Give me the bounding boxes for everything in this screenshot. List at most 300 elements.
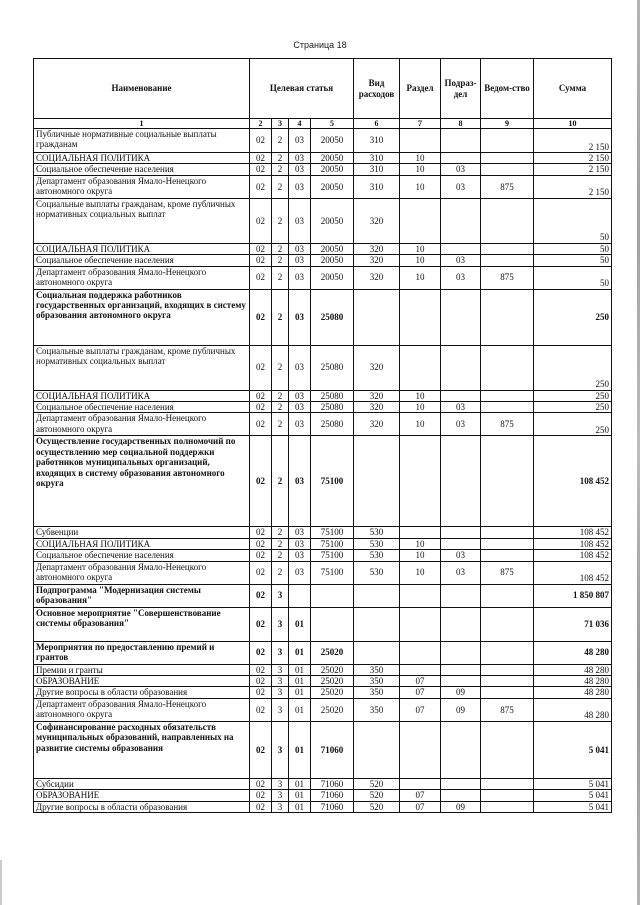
- row-code: 530: [354, 538, 400, 549]
- row-code: [441, 584, 481, 607]
- row-code: 71060: [311, 778, 354, 789]
- row-code: 07: [400, 676, 441, 687]
- row-code: 320: [354, 345, 400, 390]
- column-number: 6: [354, 119, 400, 129]
- row-amount: 250: [534, 390, 612, 401]
- row-code: [481, 538, 534, 549]
- row-code: 03: [289, 436, 311, 527]
- row-code: 03: [289, 527, 311, 538]
- row-name: Премии и гранты: [34, 664, 250, 675]
- row-code: 71060: [311, 790, 354, 801]
- row-code: [481, 778, 534, 789]
- row-code: 320: [354, 413, 400, 436]
- column-number: 8: [441, 119, 481, 129]
- row-name: Другие вопросы в области образования: [34, 801, 250, 812]
- row-code: 20050: [311, 243, 354, 254]
- row-code: 02: [250, 550, 272, 561]
- row-name: Департамент образования Ямало-Ненецкого автономного округа: [34, 698, 250, 721]
- row-code: 03: [289, 345, 311, 390]
- row-name: Социальное обеспечение населения: [34, 550, 250, 561]
- row-code: 02: [250, 778, 272, 789]
- row-code: [441, 153, 481, 164]
- row-amount: 250: [534, 402, 612, 413]
- row-code: 320: [354, 266, 400, 289]
- table-row: [34, 402, 612, 413]
- table-row: [34, 243, 612, 254]
- row-code: 2: [272, 402, 289, 413]
- row-code: 3: [272, 641, 289, 664]
- column-number: 1: [34, 119, 250, 129]
- row-code: 25080: [311, 402, 354, 413]
- row-amount: 2 150: [534, 153, 612, 164]
- row-code: 25020: [311, 664, 354, 675]
- header-amount: Сумма: [534, 59, 612, 119]
- row-name: Социальная поддержка работников государственных организаций, входящих в систему образования автономного округа: [34, 289, 250, 345]
- row-code: 02: [250, 345, 272, 390]
- row-code: 530: [354, 527, 400, 538]
- row-code: 02: [250, 413, 272, 436]
- table-row: [34, 266, 612, 289]
- row-code: 07: [400, 790, 441, 801]
- row-code: [441, 129, 481, 153]
- row-name: СОЦИАЛЬНАЯ ПОЛИТИКА: [34, 153, 250, 164]
- table-row: [34, 778, 612, 789]
- row-code: 75100: [311, 550, 354, 561]
- row-code: 350: [354, 687, 400, 698]
- row-code: [481, 390, 534, 401]
- row-amount: 50: [534, 266, 612, 289]
- row-amount: 2 150: [534, 175, 612, 198]
- row-name: Основное мероприятие "Совершенствование системы образования": [34, 607, 250, 641]
- row-code: 02: [250, 698, 272, 721]
- row-code: 09: [441, 801, 481, 812]
- row-code: [441, 676, 481, 687]
- scan-edge-mark: [0, 860, 2, 905]
- row-name: Осуществление государственных полномочий по осуществлению мер социальной поддержки работников муниципальных организаций, входящих в систему образования автономного округа: [34, 436, 250, 527]
- row-name: СОЦИАЛЬНАЯ ПОЛИТИКА: [34, 390, 250, 401]
- row-code: 350: [354, 676, 400, 687]
- row-code: [441, 345, 481, 390]
- row-amount: 108 452: [534, 550, 612, 561]
- row-amount: 250: [534, 413, 612, 436]
- column-number: 2: [250, 119, 272, 129]
- table-row: [34, 607, 612, 641]
- row-code: [354, 607, 400, 641]
- table-row: [34, 664, 612, 675]
- row-code: [481, 527, 534, 538]
- row-code: 01: [289, 607, 311, 641]
- row-code: 10: [400, 153, 441, 164]
- table-row: [34, 175, 612, 198]
- column-number: 9: [481, 119, 534, 129]
- row-code: [400, 641, 441, 664]
- table-row: [34, 561, 612, 584]
- row-code: [441, 243, 481, 254]
- row-code: [481, 402, 534, 413]
- row-code: 03: [289, 538, 311, 549]
- row-code: [441, 778, 481, 789]
- row-code: 02: [250, 641, 272, 664]
- row-code: 03: [289, 390, 311, 401]
- budget-table: [33, 58, 612, 813]
- row-code: 03: [441, 266, 481, 289]
- row-amount: 50: [534, 198, 612, 243]
- row-code: [400, 198, 441, 243]
- row-code: 10: [400, 413, 441, 436]
- row-code: 02: [250, 402, 272, 413]
- row-name: ОБРАЗОВАНИЕ: [34, 676, 250, 687]
- row-code: [354, 584, 400, 607]
- row-code: 75100: [311, 527, 354, 538]
- row-code: 350: [354, 664, 400, 675]
- row-code: [481, 641, 534, 664]
- row-code: [354, 436, 400, 527]
- row-code: 3: [272, 778, 289, 789]
- row-code: [311, 584, 354, 607]
- row-code: [400, 584, 441, 607]
- row-code: 10: [400, 255, 441, 266]
- row-code: 2: [272, 129, 289, 153]
- row-amount: 2 150: [534, 164, 612, 175]
- row-code: 03: [289, 289, 311, 345]
- row-code: [481, 687, 534, 698]
- row-code: 02: [250, 721, 272, 778]
- row-code: [400, 778, 441, 789]
- table-row: [34, 641, 612, 664]
- row-code: [354, 289, 400, 345]
- row-name: Социальные выплаты гражданам, кроме публичных нормативных социальных выплат: [34, 345, 250, 390]
- row-code: [481, 550, 534, 561]
- row-code: [441, 641, 481, 664]
- row-code: 2: [272, 561, 289, 584]
- row-code: 530: [354, 550, 400, 561]
- row-code: [481, 289, 534, 345]
- row-code: 03: [441, 561, 481, 584]
- row-code: 02: [250, 164, 272, 175]
- row-code: 10: [400, 402, 441, 413]
- row-code: 310: [354, 164, 400, 175]
- row-name: Социальное обеспечение населения: [34, 255, 250, 266]
- row-code: [481, 129, 534, 153]
- row-code: 2: [272, 527, 289, 538]
- column-number: 7: [400, 119, 441, 129]
- row-code: 03: [289, 402, 311, 413]
- row-amount: 2 150: [534, 129, 612, 153]
- row-name: ОБРАЗОВАНИЕ: [34, 790, 250, 801]
- row-code: 25020: [311, 676, 354, 687]
- row-name: Субвенции: [34, 527, 250, 538]
- row-code: 03: [441, 550, 481, 561]
- header-expense-type: Вид расходов: [354, 59, 400, 119]
- table-row: [34, 198, 612, 243]
- table-row: [34, 676, 612, 687]
- row-code: 10: [400, 538, 441, 549]
- row-code: 320: [354, 243, 400, 254]
- column-number-row: [34, 119, 612, 129]
- row-code: [481, 345, 534, 390]
- row-code: 520: [354, 790, 400, 801]
- row-code: 3: [272, 790, 289, 801]
- row-code: 02: [250, 436, 272, 527]
- row-code: 01: [289, 721, 311, 778]
- row-code: 71060: [311, 721, 354, 778]
- row-code: 3: [272, 607, 289, 641]
- row-code: 2: [272, 175, 289, 198]
- row-code: [441, 607, 481, 641]
- row-code: 20050: [311, 266, 354, 289]
- row-name: СОЦИАЛЬНАЯ ПОЛИТИКА: [34, 538, 250, 549]
- row-code: 2: [272, 390, 289, 401]
- row-code: 25020: [311, 687, 354, 698]
- row-name: Публичные нормативные социальные выплаты гражданам: [34, 129, 250, 153]
- row-code: 2: [272, 538, 289, 549]
- row-amount: 50: [534, 255, 612, 266]
- row-name: Софинансирование расходных обязательств муниципальных образований, направленных на развитие системы образования: [34, 721, 250, 778]
- row-code: 03: [289, 175, 311, 198]
- row-code: 03: [289, 243, 311, 254]
- row-code: [481, 436, 534, 527]
- row-name: Субсидии: [34, 778, 250, 789]
- header-department: Ведом-ство: [481, 59, 534, 119]
- row-code: 20050: [311, 198, 354, 243]
- table-row: [34, 390, 612, 401]
- row-code: [400, 721, 441, 778]
- row-code: 3: [272, 664, 289, 675]
- table-row: [34, 790, 612, 801]
- row-code: 20050: [311, 153, 354, 164]
- row-code: [441, 538, 481, 549]
- table-row: [34, 129, 612, 153]
- row-amount: 5 041: [534, 721, 612, 778]
- row-code: 02: [250, 129, 272, 153]
- row-code: 02: [250, 676, 272, 687]
- row-code: 10: [400, 175, 441, 198]
- row-code: [400, 345, 441, 390]
- table-row: [34, 164, 612, 175]
- row-code: 3: [272, 698, 289, 721]
- row-code: 03: [289, 413, 311, 436]
- row-code: 09: [441, 687, 481, 698]
- table-row: [34, 289, 612, 345]
- row-code: 03: [441, 255, 481, 266]
- row-code: 75100: [311, 538, 354, 549]
- row-code: 75100: [311, 561, 354, 584]
- row-code: 03: [289, 164, 311, 175]
- row-code: 02: [250, 266, 272, 289]
- row-name: Мероприятия по предоставлению премий и грантов: [34, 641, 250, 664]
- row-name: Другие вопросы в области образования: [34, 687, 250, 698]
- row-code: 320: [354, 255, 400, 266]
- table-row: [34, 345, 612, 390]
- row-amount: 250: [534, 289, 612, 345]
- row-code: 75100: [311, 436, 354, 527]
- row-code: 875: [481, 413, 534, 436]
- column-number: 4: [289, 119, 311, 129]
- table-row: [34, 413, 612, 436]
- header-subsection: Подраз-дел: [441, 59, 481, 119]
- row-code: 20050: [311, 164, 354, 175]
- row-amount: 108 452: [534, 561, 612, 584]
- row-code: 2: [272, 243, 289, 254]
- row-code: [441, 436, 481, 527]
- row-code: [441, 664, 481, 675]
- row-code: [400, 129, 441, 153]
- row-code: 3: [272, 584, 289, 607]
- row-code: 310: [354, 153, 400, 164]
- row-code: [441, 790, 481, 801]
- row-amount: 48 280: [534, 641, 612, 664]
- row-code: 03: [289, 255, 311, 266]
- row-amount: 48 280: [534, 698, 612, 721]
- row-code: 320: [354, 390, 400, 401]
- row-name: Социальное обеспечение населения: [34, 164, 250, 175]
- row-code: 09: [441, 698, 481, 721]
- table-row: [34, 698, 612, 721]
- row-code: [481, 790, 534, 801]
- header-section: Раздел: [400, 59, 441, 119]
- row-code: 10: [400, 164, 441, 175]
- row-code: [441, 289, 481, 345]
- header-target-article: Целевая статья: [250, 59, 354, 119]
- row-code: [441, 390, 481, 401]
- row-name: Департамент образования Ямало-Ненецкого автономного округа: [34, 266, 250, 289]
- row-name: Департамент образования Ямало-Ненецкого автономного округа: [34, 175, 250, 198]
- row-code: 02: [250, 527, 272, 538]
- row-code: 2: [272, 266, 289, 289]
- row-code: 02: [250, 584, 272, 607]
- row-code: [481, 664, 534, 675]
- row-amount: 48 280: [534, 687, 612, 698]
- row-code: 10: [400, 390, 441, 401]
- row-code: [441, 721, 481, 778]
- row-code: 02: [250, 390, 272, 401]
- row-code: 02: [250, 255, 272, 266]
- row-code: 10: [400, 266, 441, 289]
- row-code: 875: [481, 175, 534, 198]
- row-code: [400, 289, 441, 345]
- row-code: 875: [481, 698, 534, 721]
- row-code: 02: [250, 561, 272, 584]
- row-code: 02: [250, 801, 272, 812]
- row-code: 2: [272, 255, 289, 266]
- row-code: 520: [354, 801, 400, 812]
- row-code: 02: [250, 289, 272, 345]
- table-row: [34, 584, 612, 607]
- row-code: 02: [250, 243, 272, 254]
- row-code: 25020: [311, 698, 354, 721]
- row-amount: 5 041: [534, 778, 612, 789]
- table-row: [34, 721, 612, 778]
- row-code: 01: [289, 664, 311, 675]
- row-code: 25080: [311, 390, 354, 401]
- row-code: 03: [441, 402, 481, 413]
- row-code: 07: [400, 687, 441, 698]
- row-code: 2: [272, 164, 289, 175]
- row-code: 01: [289, 641, 311, 664]
- row-code: [481, 584, 534, 607]
- row-code: [400, 436, 441, 527]
- column-number: 5: [311, 119, 354, 129]
- row-name: Социальные выплаты гражданам, кроме публичных нормативных социальных выплат: [34, 198, 250, 243]
- row-amount: 71 036: [534, 607, 612, 641]
- row-code: [311, 607, 354, 641]
- column-number: 3: [272, 119, 289, 129]
- row-name: Департамент образования Ямало-Ненецкого автономного округа: [34, 561, 250, 584]
- row-code: 03: [441, 164, 481, 175]
- row-code: 10: [400, 561, 441, 584]
- row-code: [481, 721, 534, 778]
- row-code: 03: [441, 413, 481, 436]
- row-code: 02: [250, 664, 272, 675]
- row-code: 01: [289, 790, 311, 801]
- row-amount: 1 850 807: [534, 584, 612, 607]
- row-code: [289, 584, 311, 607]
- row-code: [400, 664, 441, 675]
- row-code: 20050: [311, 175, 354, 198]
- row-amount: 5 041: [534, 790, 612, 801]
- row-code: [481, 164, 534, 175]
- row-code: 520: [354, 778, 400, 789]
- row-amount: 108 452: [534, 436, 612, 527]
- row-code: [441, 527, 481, 538]
- row-code: 03: [289, 129, 311, 153]
- row-amount: 50: [534, 243, 612, 254]
- row-code: 01: [289, 801, 311, 812]
- row-code: 3: [272, 676, 289, 687]
- row-code: 2: [272, 198, 289, 243]
- row-code: 530: [354, 561, 400, 584]
- row-code: 03: [289, 550, 311, 561]
- row-code: [481, 676, 534, 687]
- row-code: 2: [272, 550, 289, 561]
- row-name: СОЦИАЛЬНАЯ ПОЛИТИКА: [34, 243, 250, 254]
- row-code: 310: [354, 175, 400, 198]
- row-amount: 108 452: [534, 538, 612, 549]
- row-code: [481, 243, 534, 254]
- row-code: 3: [272, 687, 289, 698]
- row-code: 03: [289, 198, 311, 243]
- row-code: [400, 607, 441, 641]
- row-code: 02: [250, 175, 272, 198]
- table-row: [34, 255, 612, 266]
- row-code: [354, 721, 400, 778]
- row-code: 25020: [311, 641, 354, 664]
- row-amount: 48 280: [534, 664, 612, 675]
- table-row: [34, 687, 612, 698]
- row-name: Департамент образования Ямало-Ненецкого автономного округа: [34, 413, 250, 436]
- row-code: 03: [441, 175, 481, 198]
- page-label: Страница 18: [293, 40, 347, 50]
- row-code: 320: [354, 402, 400, 413]
- row-code: 10: [400, 243, 441, 254]
- table-row: [34, 153, 612, 164]
- row-code: 01: [289, 676, 311, 687]
- row-code: [481, 153, 534, 164]
- table-row: [34, 527, 612, 538]
- row-code: [481, 255, 534, 266]
- row-code: 310: [354, 129, 400, 153]
- table-row: [34, 801, 612, 812]
- row-code: 3: [272, 801, 289, 812]
- row-code: 25080: [311, 345, 354, 390]
- header-row: [34, 59, 612, 119]
- row-code: 2: [272, 153, 289, 164]
- row-code: [481, 801, 534, 812]
- row-amount: 48 280: [534, 676, 612, 687]
- row-code: 03: [289, 266, 311, 289]
- row-code: 3: [272, 721, 289, 778]
- row-code: 10: [400, 550, 441, 561]
